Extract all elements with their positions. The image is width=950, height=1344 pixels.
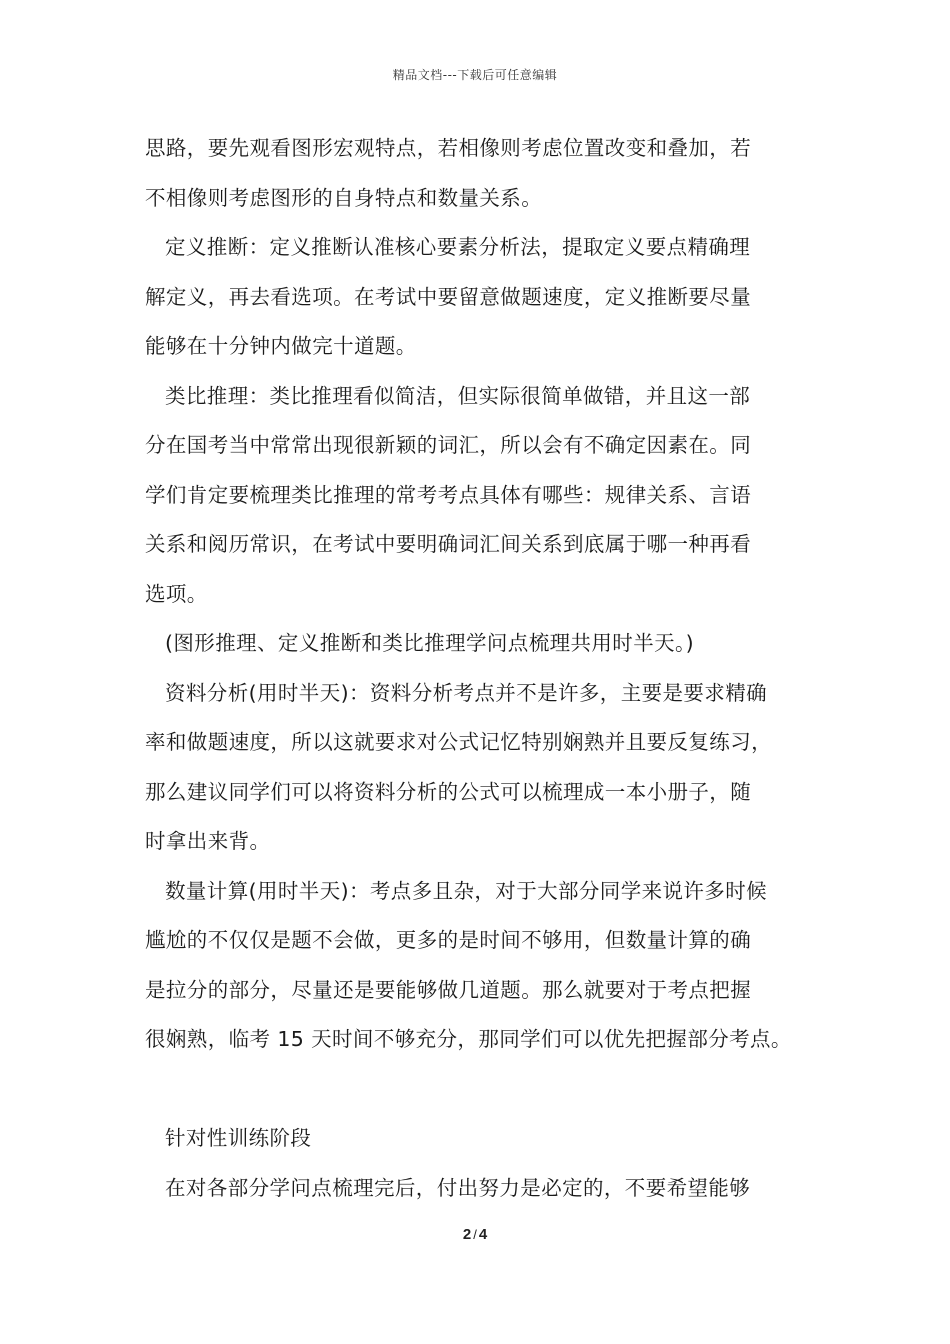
body-line: 尴尬的不仅仅是题不会做，更多的是时间不够用，但数量计算的确 <box>145 928 752 952</box>
body-line: 率和做题速度，所以这就要求对公式记忆特别娴熟并且要反复练习， <box>145 730 772 754</box>
body-line: 选项。 <box>145 581 208 606</box>
body-line: 分在国考当中常常出现很新颖的词汇，所以会有不确定因素在。同 <box>145 433 752 457</box>
page-number <box>0 1226 950 1243</box>
paragraph-note: (图形推理、定义推断和类比推理学问点梳理共用时半天。) <box>165 631 695 655</box>
body-line: 那么建议同学们可以将资料分析的公式可以梳理成一本小册子，随 <box>145 779 752 804</box>
body-line: 很娴熟，临考 15 天时间不够充分，那同学们可以优先把握部分考点。 <box>145 1027 792 1051</box>
page-header: 精品文档---下载后可任意编辑 <box>392 68 558 82</box>
total-pages: 4 <box>478 1226 488 1243</box>
paragraph-start-quantity: 数量计算(用时半天)：考点多且杂，对于大部分同学来说许多时候 <box>165 878 767 903</box>
body-line: 是拉分的部分，尽量还是要能够做几道题。那么就要对于考点把握 <box>145 977 752 1002</box>
paragraph-start-training: 在对各部分学问点梳理完后，付出努力是必定的，不要希望能够 <box>165 1175 751 1200</box>
body-line: 解定义，再去看选项。在考试中要留意做题速度，定义推断要尽量 <box>145 284 752 309</box>
body-line: 不相像则考虑图形的自身特点和数量关系。 <box>145 185 543 210</box>
body-line: 学们肯定要梳理类比推理的常考考点具体有哪些：规律关系、言语 <box>145 482 752 507</box>
paragraph-start-definition: 定义推断：定义推断认准核心要素分析法，提取定义要点精确理 <box>165 235 751 259</box>
body-line: 思路，要先观看图形宏观特点，若相像则考虑位置改变和叠加，若 <box>145 136 752 160</box>
blank-line <box>145 1065 825 1115</box>
paragraph-start-analogy: 类比推理：类比推理看似简洁，但实际很简单做错，并且这一部 <box>165 383 751 408</box>
body-line: 时拿出来背。 <box>145 829 271 853</box>
body-line: 能够在十分钟内做完十道题。 <box>145 334 417 358</box>
section-heading: 针对性训练阶段 <box>165 1126 312 1150</box>
body-line: 关系和阅历常识，在考试中要明确词汇间关系到底属于哪一种再看 <box>145 532 752 556</box>
paragraph-start-data-analysis: 资料分析(用时半天)：资料分析考点并不是许多，主要是要求精确 <box>165 680 767 705</box>
document-body <box>145 124 825 1213</box>
page-separator: / <box>473 1227 477 1242</box>
current-page: 2 <box>462 1226 472 1243</box>
